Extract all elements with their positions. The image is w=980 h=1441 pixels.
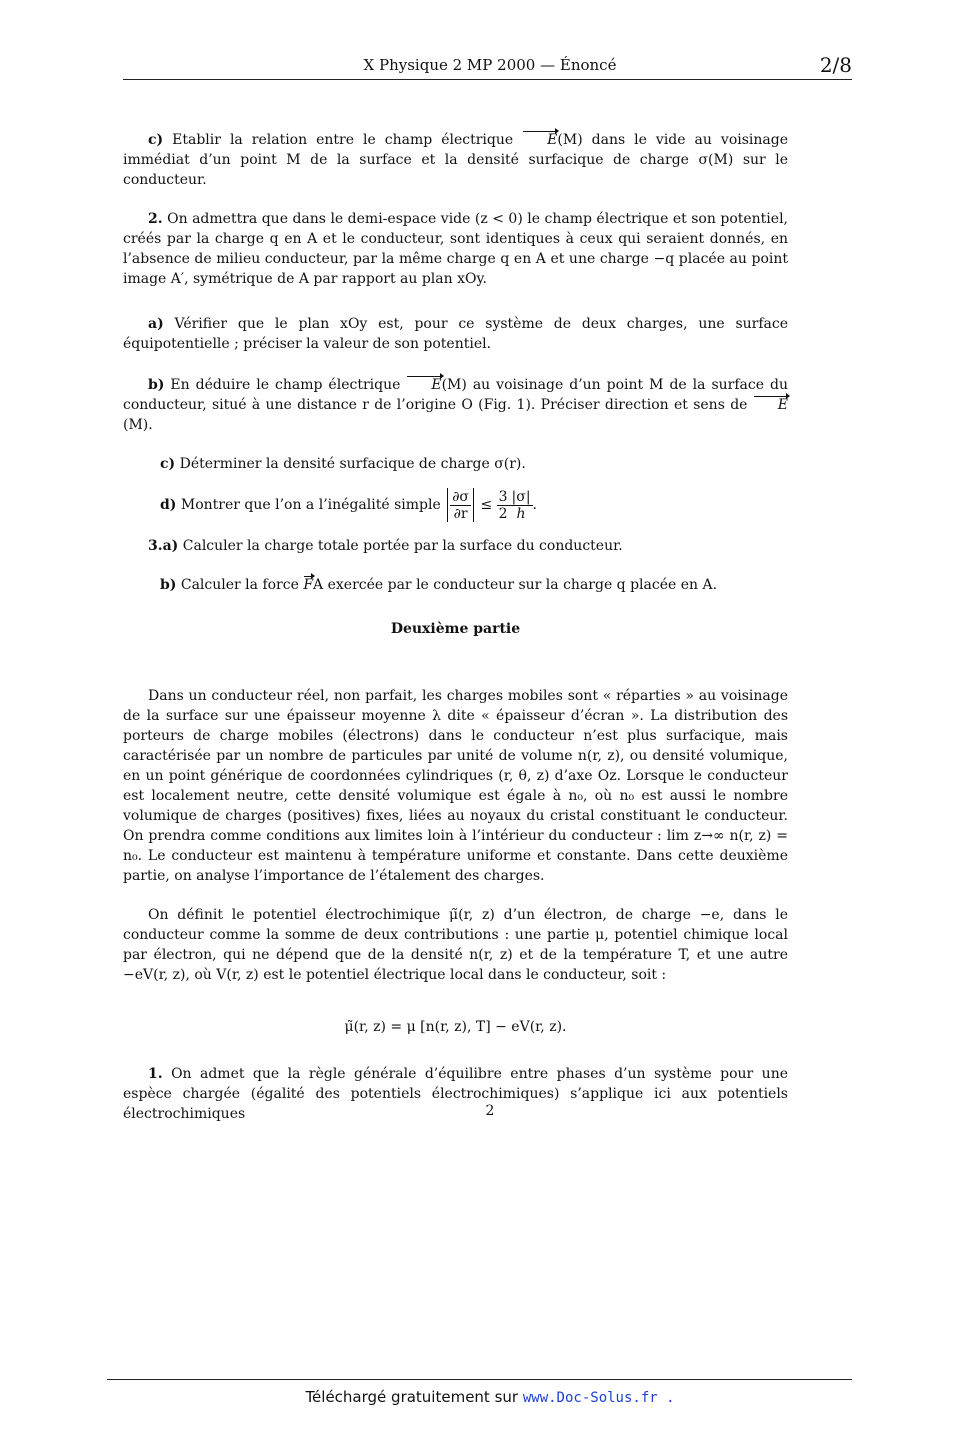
leq-symbol: ≤ [480,497,493,513]
sentence-end: . [532,497,537,513]
footer-rule [107,1379,852,1380]
equation: μ̃(r, z) = μ [n(r, z), T] − eV(r, z). [344,1019,567,1035]
fraction-denominator: 2 [498,505,508,522]
question-2d [123,488,788,522]
sigma-over-h-fraction [510,489,533,522]
page-content [123,130,788,1124]
question-label: 1. [148,1066,163,1082]
header-title: X Physique 2 MP 2000 — Énoncé [363,56,617,74]
question-label: c) [148,132,164,148]
paragraph-2: On définit le potentiel électrochimique μ̃(r, z) d’un électron, de charge −e, dans le conducteur comme la somme de deux contributions : une partie μ, potentiel chimique local par électron, qui ne dépend que de la densité n(r, z) et de la température T, et une autre −eV(r, z), où V(r, z) est le potentiel électrique local dans le conducteur, soit : [123,907,788,983]
vector-e-symbol: E [522,130,557,150]
question-3a [123,536,788,556]
question-text: Montrer que l’on a l’inégalité simple [176,497,446,513]
partial-fraction [450,489,471,522]
page-number: 2 [485,1103,495,1119]
question-label: b) [160,577,177,593]
section-title: Deuxième partie [390,621,521,637]
vector-e-symbol: E [406,375,441,395]
footer-prefix: Téléchargé gratuitement sur [305,1388,523,1406]
question-text: Déterminer la densité surfacique de charge σ(r). [175,456,526,472]
footer-suffix: . [657,1390,675,1406]
question-label: c) [160,456,176,472]
vector-f-symbol: F [303,577,314,593]
fraction-denominator: h [516,505,526,522]
paragraph-1: Dans un conducteur réel, non parfait, les charges mobiles sont « réparties » au voisinage de la surface sur une épaisseur moyenne λ dite « épaisseur d’écran ». La distribution des porteurs de charge mobiles (électrons) dans le conducteur n’est plus surfacique, mais caractérisée par un nombre de particules par unité de volume n(r, z), ou densité volumique, en un point générique de coordonnées cylindriques (r, θ, z) d’axe Oz. Lorsque le conducteur est localement neutre, cette densité volumique est égale à n₀, où n₀ est aussi le nombre volumique de charges (positives) fixes, liées au noyaux du cristal constituant le conducteur. On prendra comme conditions aux limites loin à l’intérieur du conducteur : lim z→∞ n(r, z) = n₀. Le conducteur est maintenu à température uniforme et constante. Dans cette deuxième partie, on analyse l’importance de l’étalement des charges. [123,688,788,884]
fraction-numerator: |σ| [511,488,531,505]
abs-bar-left [447,488,448,522]
question-text: Calculer la charge totale portée par la surface du conducteur. [178,538,623,554]
header-rule [123,79,852,80]
question-text: (M). [123,417,153,433]
question-1c [123,130,788,190]
question-text: (M) dans le vide au voisinage immédiat d’un point M de la surface et la densité surfacique de charge σ(M) sur le conducteur. [123,132,789,188]
question-text: En déduire le champ électrique [164,377,407,393]
fraction-numerator: ∂σ [452,488,469,505]
question-2c [123,454,788,474]
question-label: 3.a) [148,538,179,554]
question-text: On admet que la règle générale d’équilibre entre phases d’un système pour une espèce chargée (égalité des potentiels électrochimiques) s’applique ici aux potentiels électrochimiques [123,1066,788,1122]
vector-e-symbol: E [753,395,788,415]
question-text: Calculer la force [176,577,304,593]
question-2a [123,314,788,354]
fraction-denominator: ∂r [453,505,468,522]
question-3b [123,575,788,595]
question-text: Vérifier que le plan xOy est, pour ce système de deux charges, une surface équipotentielle ; préciser la valeur de son potentiel. [123,316,788,352]
question-label: b) [148,377,165,393]
question-text: A exercée par le conducteur sur la charge q placée en A. [313,577,718,593]
question-2 [123,209,788,289]
question-2b [123,375,788,435]
question-text: (M) au voisinage d’un point M de la surface du conducteur, situé à une distance r de l’origine O (Fig. 1). Préciser direction et sens de [123,377,788,413]
footer [0,1388,980,1406]
fraction-numerator: 3 [498,488,508,505]
header-page-indicator: 2/8 [819,53,852,77]
abs-bar-right [473,488,474,522]
question-text: On admettra que dans le demi-espace vide (z < 0) le champ électrique et son potentiel, créés par la charge q en A et le conducteur, sont identiques à ceux qui seraient donnés, en l’absence de milieu conducteur, par la même charge q en A et une charge −q placée au point image A′, symétrique de A par rapport au plan xOy. [123,211,788,287]
question-label: a) [148,316,164,332]
question-text: Etablir la relation entre le champ électrique [163,132,523,148]
question-label: 2. [148,211,163,227]
three-halves-fraction [497,489,510,522]
footer-link[interactable]: www.Doc-Solus.fr [522,1390,658,1406]
question-label: d) [160,497,177,513]
